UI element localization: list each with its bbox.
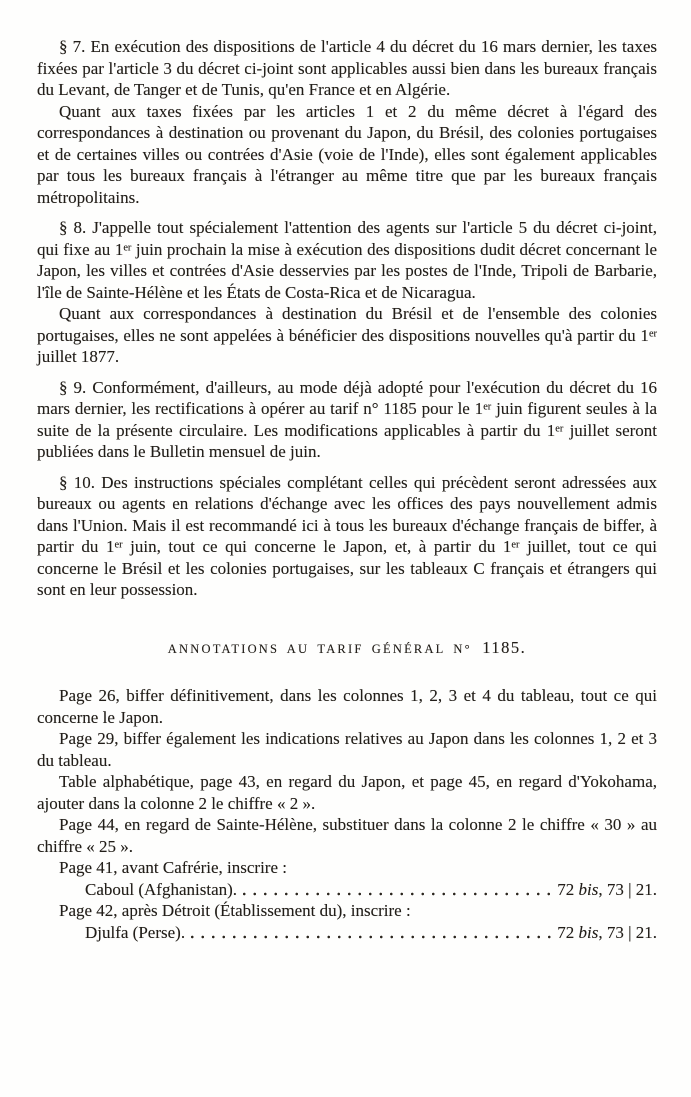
annotations-heading xyxy=(37,634,657,661)
annotation-page-29: Page 29, biffer également les indications relatives au Japon dans les colonnes 1, 2 et 3 du tableau. xyxy=(37,729,657,770)
paragraph-section-10: § 10. Des instructions spéciales complétant celles qui précèdent seront adressées aux bureaux ou agents en relations d'échange avec les offices des pays nouvellement admis dans l'Union. Mais il est recommandé ici à tous les bureaux d'échange français de biffer, à partir du 1er juin, tout ce qui concerne le Japon, et, à partir du 1er juillet, tout ce qui concerne le Brésil et les colonies portugaises, sur les tableaux C français et étrangers qui sont en leur possession. xyxy=(37,472,657,599)
annotation-page-42: Page 42, après Détroit (Établissement du), inscrire : xyxy=(59,901,411,920)
tariff-entry-djulfa xyxy=(37,922,657,944)
tariff-entry-caboul-label: Caboul (Afghanistan). xyxy=(85,879,238,899)
paragraph-section-9: § 9. Conformément, d'ailleurs, au mode déjà adopté pour l'exécution du décret du 16 mars dernier, les rectifications à opérer au tarif n° 1185 pour le 1er juin figurent seules à la suite de la présente circulaire. Les modifications applicables à partir du 1er juillet seront publiées dans le Bulletin mensuel de juin. xyxy=(37,377,657,461)
annotation-table-alphabetique: Table alphabétique, page 43, en regard du Japon, et page 45, en regard d'Yokohama, ajouter dans la colonne 2 le chiffre « 2 ». xyxy=(37,772,657,813)
paragraph-section-7-continuation: Quant aux taxes fixées par les articles 1 et 2 du même décret à l'égard des correspondances à destination ou provenant du Japon, du Brésil, des colonies portugaises et de certaines villes ou contrées d'Asie (voie de l'Inde), elles sont également applicables par tous les bureaux français à l'étranger au même titre que par les bureaux français métropolitains. xyxy=(37,101,657,207)
tariff-entry-caboul-value: 72 bis, 73 | 21. xyxy=(557,879,657,899)
paragraph-section-8-continuation: Quant aux correspondances à destination du Brésil et de l'ensemble des colonies portugaises, elles ne sont appelées à bénéficier des dispositions nouvelles qu'à partir du 1er juillet 1877. xyxy=(37,304,657,366)
paragraph-section-7: § 7. En exécution des dispositions de l'article 4 du décret du 16 mars dernier, les taxes fixées par l'article 3 du décret ci-joint sont applicables aussi bien dans les bureaux français du Levant, de Tanger et de Tunis, qu'en France et en Algérie. xyxy=(37,37,657,99)
annotation-page-44: Page 44, en regard de Sainte-Hélène, substituer dans la colonne 2 le chiffre « 30 » au chiffre « 25 ». xyxy=(37,815,657,856)
annotations-heading-number: 1185. xyxy=(482,637,527,657)
paragraph-section-8: § 8. J'appelle tout spécialement l'attention des agents sur l'article 5 du décret ci-joint, qui fixe au 1er juin prochain la mise à exécution des dispositions dudit décret concernant le Japon, les villes et contrées d'Asie desservies par les postes de l'Inde, Tripoli de Barbarie, l'île de Sainte-Hélène et les États de Costa-Rica et de Nicaragua. xyxy=(37,218,657,302)
dotted-leader xyxy=(187,934,551,940)
circular-body xyxy=(37,36,657,601)
annotations-heading-label: ANNOTATIONS AU TARIF GÉNÉRAL N° xyxy=(167,641,472,656)
annotation-page-41: Page 41, avant Cafrérie, inscrire : xyxy=(59,858,287,877)
annotation-page-26: Page 26, biffer définitivement, dans les colonnes 1, 2, 3 et 4 du tableau, tout ce qui concerne le Japon. xyxy=(37,686,657,727)
annotations-list xyxy=(37,685,657,943)
tariff-entry-caboul xyxy=(37,879,657,901)
tariff-entry-djulfa-label: Djulfa (Perse). xyxy=(85,922,186,942)
tariff-entry-djulfa-value: 72 bis, 73 | 21. xyxy=(557,922,657,942)
dotted-leader xyxy=(239,891,551,897)
